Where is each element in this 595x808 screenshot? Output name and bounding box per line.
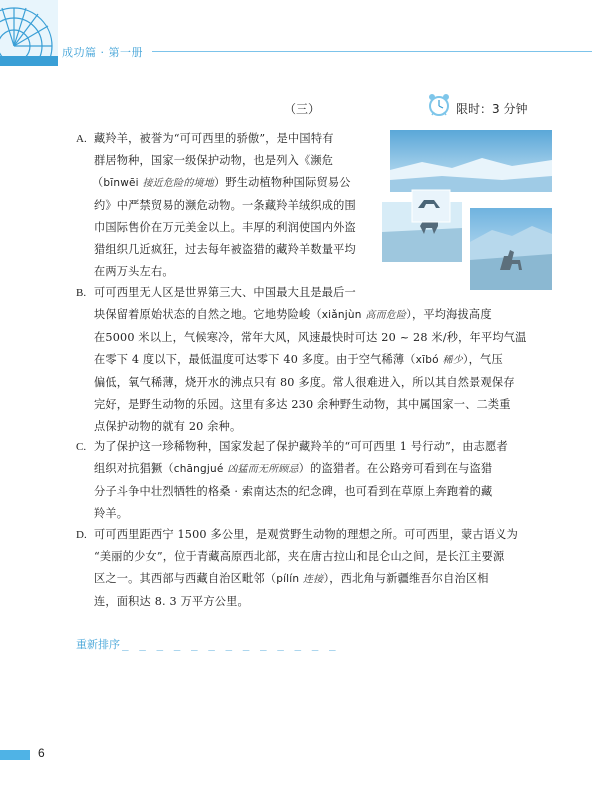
gloss: 稀少 <box>442 355 463 366</box>
pinyin: pílín <box>276 573 300 585</box>
gloss: 高而危险 <box>365 310 407 321</box>
paragraph-line: 连，面积达 8. 3 万平方公里。 <box>94 595 249 608</box>
header-rule <box>152 51 592 52</box>
paragraph-line: 组织对抗猖獗（chāngjué 凶猛而无所顾忌）的盗猎者。在公路旁可看到在与盗猎 <box>94 462 493 475</box>
pinyin: bīnwēi <box>103 177 139 189</box>
gloss: 接近危险的境地 <box>142 178 214 189</box>
paragraph-line: 偏低，氧气稀薄，烧开水的沸点只有 80 多度。常人很难进入，所以其自然景观保存 <box>94 376 515 389</box>
paragraph-line: （bīnwēi 接近危险的境地）野生动植物种国际贸易公 <box>92 176 351 189</box>
ferris-wheel-logo <box>0 0 58 66</box>
pinyin: chāngjué <box>173 463 224 475</box>
paragraph-d-letter: D. <box>76 529 87 541</box>
alarm-clock-icon <box>426 93 452 117</box>
paragraph-line: 羚羊。 <box>94 507 129 520</box>
paragraph-line: 约》中严禁贸易的濒危动物。一条藏羚羊绒织成的围 <box>94 199 356 212</box>
paragraph-c-letter: C. <box>76 441 87 453</box>
page-number: 6 <box>38 746 45 760</box>
paragraph-line: 猎组织几近疯狂，过去每年被盗猎的藏羚羊数量平均 <box>94 243 356 256</box>
paragraph-d <box>94 524 564 613</box>
paragraph-line: 在两万头左右。 <box>94 265 174 278</box>
pinyin: xībó <box>415 354 439 366</box>
paragraph-line: 区之一。其西部与西藏自治区毗邻（pílín 连接），西北角与新疆维吾尔自治区相 <box>94 572 489 585</box>
paragraph-line: 点保护动物的就有 20 余种。 <box>94 420 242 433</box>
paragraph-a-letter: A. <box>76 133 87 145</box>
reorder-answer-blank[interactable]: _ _ _ _ _ _ _ _ _ _ _ _ _ <box>122 638 338 651</box>
header-title: 成功篇 · 第一册 <box>62 46 143 59</box>
paragraph-line: 可可西里距西宁 1500 多公里，是观赏野生动物的理想之所。可可西里，蒙古语义为 <box>94 528 518 541</box>
paragraph-line: 巾国际售价在万元美金以上。丰厚的利润使国内外盗 <box>94 221 356 234</box>
paragraph-line: 完好，是野生动物的乐园。这里有多达 230 余种野生动物，其中属国家一、二类重 <box>94 398 511 411</box>
tibetan-antelope-photos <box>382 130 552 290</box>
paragraph-line: 在零下 4 度以下，最低温度可达零下 40 多度。由于空气稀薄（xībó 稀少），气压 <box>94 353 503 366</box>
paragraph-b-letter: B. <box>76 287 87 299</box>
paragraph-line: 群居物种，国家一级保护动物，也是列入《濒危 <box>94 154 334 167</box>
paragraph-line: 分子斗争中壮烈牺牲的格桑 · 索南达杰的纪念碑，也可看到在草原上奔跑着的藏 <box>94 485 493 498</box>
gloss: 连接 <box>303 574 324 585</box>
paragraph-line: 在5000 米以上，气候寒冷，常年大风，风速最快时可达 20 ~ 28 米/秒，年平均气温 <box>94 331 527 344</box>
paragraph-line: 为了保护这一珍稀物种，国家发起了保护藏羚羊的“可可西里 1 号行动”，由志愿者 <box>94 440 508 453</box>
paragraph-line: “美丽的少女”，位于青藏高原西北部，夹在唐古拉山和昆仑山之间，是长江主要源 <box>94 550 505 563</box>
paragraph-a <box>94 128 379 283</box>
paragraph-b <box>94 282 564 438</box>
paragraph-line: 藏羚羊，被誉为“可可西里的骄傲”，是中国特有 <box>94 132 334 145</box>
gloss: 凶猛而无所顾忌 <box>227 464 299 475</box>
section-title: （三） <box>284 102 321 116</box>
paragraph-line: 可可西里无人区是世界第三大、中国最大且是最后一 <box>94 286 356 299</box>
paragraph-c <box>94 436 564 525</box>
reorder-label: 重新排序 <box>76 638 120 651</box>
paragraph-line: 块保留着原始状态的自然之地。它地势险峻（xiǎnjùn 高而危险），平均海拔高度 <box>94 308 492 321</box>
pinyin: xiǎnjùn <box>321 309 362 321</box>
footer-accent-bar <box>0 750 30 760</box>
time-limit: 限时：3 分钟 <box>456 102 528 116</box>
